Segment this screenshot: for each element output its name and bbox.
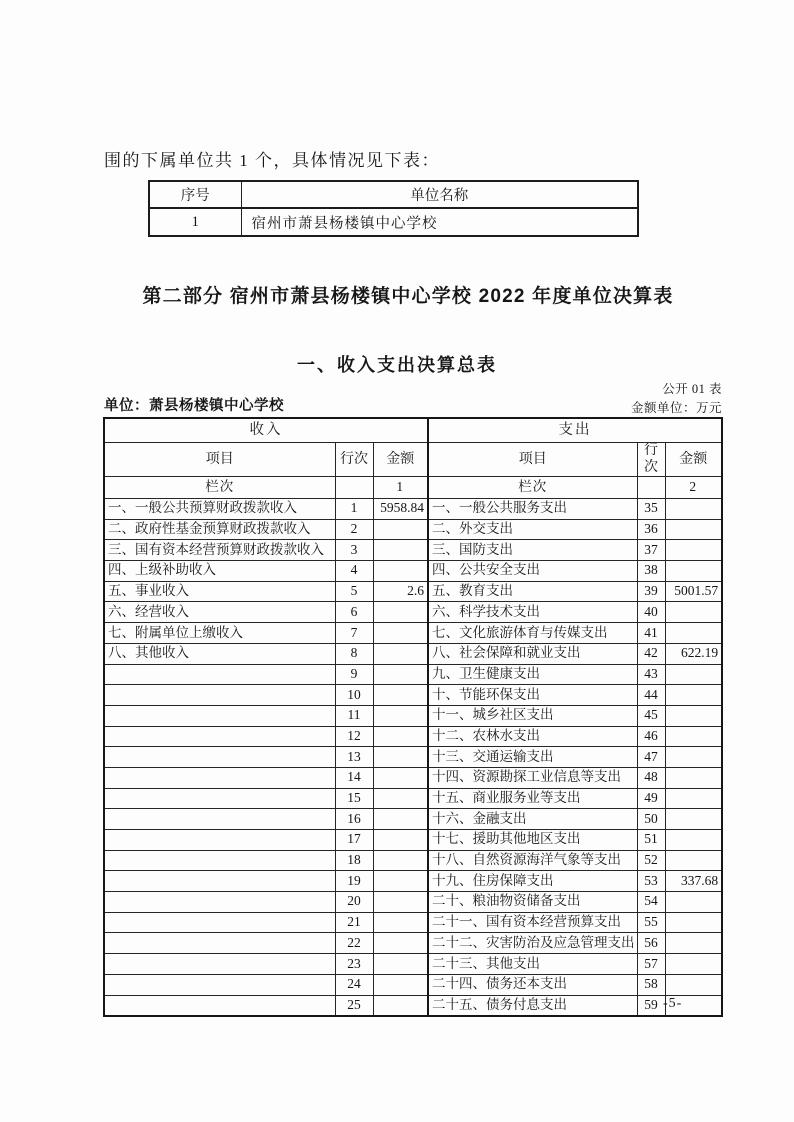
income-amount-cell: 5958.84 <box>373 499 428 520</box>
expense-amount-cell <box>665 519 722 540</box>
expense-line-cell: 35 <box>637 499 665 520</box>
expense-item-cell: 七、文化旅游体育与传媒支出 <box>428 623 637 644</box>
table-row <box>104 788 722 809</box>
expense-amount-cell <box>665 623 722 644</box>
table-row <box>104 519 722 540</box>
income-item-cell: 六、经营收入 <box>104 602 335 623</box>
income-line-cell: 12 <box>335 726 373 747</box>
expense-item-cell: 六、科学技术支出 <box>428 602 637 623</box>
income-item-cell: 五、事业收入 <box>104 581 335 602</box>
income-amount-cell <box>373 809 428 830</box>
expense-line-cell: 42 <box>637 643 665 664</box>
table-row <box>104 850 722 871</box>
sub-table-name-cell: 宿州市萧县杨楼镇中心学校 <box>241 208 638 236</box>
table-row <box>104 561 722 582</box>
income-amount-header: 金额 <box>373 443 428 477</box>
income-line-cell: 9 <box>335 664 373 685</box>
table-row <box>149 181 638 208</box>
income-amount-cell <box>373 954 428 975</box>
table-row <box>104 995 722 1016</box>
income-line-cell: 1 <box>335 499 373 520</box>
expense-amount-cell <box>665 561 722 582</box>
income-amount-cell <box>373 995 428 1016</box>
expense-item-cell: 十二、农林水支出 <box>428 726 637 747</box>
main-table-header <box>104 418 722 499</box>
income-item-cell <box>104 809 335 830</box>
expense-line-cell: 37 <box>637 540 665 561</box>
expense-amount-cell <box>665 850 722 871</box>
table-row <box>104 830 722 851</box>
expense-line-cell: 39 <box>637 581 665 602</box>
table-row <box>104 705 722 726</box>
income-amount-cell <box>373 726 428 747</box>
expense-amount-header: 金额 <box>665 443 722 477</box>
income-item-cell: 四、上级补助收入 <box>104 561 335 582</box>
income-amount-cell <box>373 643 428 664</box>
income-line-cell: 10 <box>335 685 373 706</box>
income-line-cell: 18 <box>335 850 373 871</box>
unit-label: 单位：萧县杨楼镇中心学校 <box>104 398 284 414</box>
expense-item-cell: 十六、金融支出 <box>428 809 637 830</box>
expense-item-cell: 四、公共安全支出 <box>428 561 637 582</box>
section-heading: 第二部分 宿州市萧县杨楼镇中心学校 2022 年度单位决算表 <box>142 286 674 307</box>
income-amount-cell <box>373 892 428 913</box>
expense-amount-cell <box>665 767 722 788</box>
income-item-cell <box>104 912 335 933</box>
expense-line-cell: 36 <box>637 519 665 540</box>
table-row <box>104 892 722 913</box>
expense-item-cell: 二十三、其他支出 <box>428 954 637 975</box>
expense-amount-cell <box>665 499 722 520</box>
income-line-cell: 20 <box>335 892 373 913</box>
expense-line-cell: 47 <box>637 747 665 768</box>
expense-item-cell: 二十、粮油物资储备支出 <box>428 892 637 913</box>
expense-line-cell: 46 <box>637 726 665 747</box>
table-row <box>104 747 722 768</box>
income-amount-cell <box>373 788 428 809</box>
expense-item-cell: 二、外交支出 <box>428 519 637 540</box>
expense-line-cell: 51 <box>637 830 665 851</box>
income-lanci-line-cell <box>335 477 373 499</box>
expense-amount-cell <box>665 726 722 747</box>
expense-lanci-label: 栏次 <box>428 477 637 499</box>
table-row <box>104 726 722 747</box>
table-row <box>104 871 722 892</box>
income-line-cell: 7 <box>335 623 373 644</box>
expense-line-cell: 52 <box>637 850 665 871</box>
expense-item-cell: 十八、自然资源海洋气象等支出 <box>428 850 637 871</box>
income-amount-cell: 2.6 <box>373 581 428 602</box>
income-item-cell <box>104 892 335 913</box>
expense-amount-cell <box>665 705 722 726</box>
expense-line-cell: 41 <box>637 623 665 644</box>
income-line-cell: 17 <box>335 830 373 851</box>
expense-amount-cell: 5001.57 <box>665 581 722 602</box>
income-amount-cell <box>373 933 428 954</box>
main-table-body <box>104 499 722 1017</box>
income-item-cell <box>104 995 335 1016</box>
expense-item-cell: 十三、交通运输支出 <box>428 747 637 768</box>
form-code-label: 公开 01 表 <box>662 382 722 396</box>
income-line-cell: 15 <box>335 788 373 809</box>
expense-item-cell: 十五、商业服务业等支出 <box>428 788 637 809</box>
expense-item-cell: 二十一、国有资本经营预算支出 <box>428 912 637 933</box>
expense-item-cell: 一、一般公共服务支出 <box>428 499 637 520</box>
income-col-index: 1 <box>373 477 428 499</box>
expense-line-cell: 58 <box>637 974 665 995</box>
income-item-cell <box>104 664 335 685</box>
income-line-cell: 25 <box>335 995 373 1016</box>
income-item-cell <box>104 850 335 871</box>
expense-amount-cell <box>665 954 722 975</box>
income-item-cell: 七、附属单位上缴收入 <box>104 623 335 644</box>
expense-amount-cell <box>665 974 722 995</box>
expense-line-cell: 38 <box>637 561 665 582</box>
table-row <box>104 443 722 477</box>
income-amount-cell <box>373 850 428 871</box>
expense-col-index: 2 <box>665 477 722 499</box>
income-expense-table <box>103 417 723 1017</box>
income-item-cell: 一、一般公共预算财政拨款收入 <box>104 499 335 520</box>
sub-table-index-cell: 1 <box>149 208 241 236</box>
expense-line-cell: 45 <box>637 705 665 726</box>
table-row <box>104 933 722 954</box>
income-item-cell <box>104 747 335 768</box>
expense-item-cell: 三、国防支出 <box>428 540 637 561</box>
income-amount-cell <box>373 602 428 623</box>
expense-amount-cell <box>665 892 722 913</box>
table-row <box>149 208 638 236</box>
table-row <box>104 974 722 995</box>
expense-line-cell: 50 <box>637 809 665 830</box>
income-item-cell <box>104 685 335 706</box>
expense-line-cell: 56 <box>637 933 665 954</box>
sub-table-header-index: 序号 <box>149 181 241 208</box>
income-item-cell <box>104 830 335 851</box>
income-amount-cell <box>373 540 428 561</box>
income-line-cell: 22 <box>335 933 373 954</box>
table-title: 一、收入支出决算总表 <box>297 355 497 375</box>
intro-text: 围的下属单位共 1 个，具体情况见下表： <box>104 151 440 170</box>
income-line-cell: 5 <box>335 581 373 602</box>
page-number: -5- <box>663 996 683 1011</box>
table-row <box>104 418 722 443</box>
income-amount-cell <box>373 747 428 768</box>
expense-item-cell: 十四、资源勘探工业信息等支出 <box>428 767 637 788</box>
expense-amount-cell: 622.19 <box>665 643 722 664</box>
table-row <box>104 664 722 685</box>
income-item-cell <box>104 933 335 954</box>
expense-amount-cell <box>665 912 722 933</box>
expense-item-cell: 五、教育支出 <box>428 581 637 602</box>
income-line-cell: 4 <box>335 561 373 582</box>
income-item-cell: 二、政府性基金预算财政拨款收入 <box>104 519 335 540</box>
expense-line-cell: 53 <box>637 871 665 892</box>
table-row <box>104 499 722 520</box>
amount-unit-label: 金额单位：万元 <box>630 401 722 415</box>
income-amount-cell <box>373 974 428 995</box>
sub-table-header-name: 单位名称 <box>241 181 638 208</box>
income-amount-cell <box>373 561 428 582</box>
expense-amount-cell <box>665 933 722 954</box>
income-item-cell: 三、国有资本经营预算财政拨款收入 <box>104 540 335 561</box>
income-line-cell: 14 <box>335 767 373 788</box>
expense-line-cell: 40 <box>637 602 665 623</box>
income-amount-cell <box>373 767 428 788</box>
expense-item-header: 项目 <box>428 443 637 477</box>
income-line-cell: 21 <box>335 912 373 933</box>
expense-amount-cell <box>665 685 722 706</box>
income-line-cell: 2 <box>335 519 373 540</box>
income-item-header: 项目 <box>104 443 335 477</box>
income-section-header: 收入 <box>104 418 428 443</box>
expense-item-cell: 八、社会保障和就业支出 <box>428 643 637 664</box>
table-row <box>104 581 722 602</box>
expense-amount-cell <box>665 788 722 809</box>
table-row <box>104 477 722 499</box>
expense-amount-cell <box>665 809 722 830</box>
income-amount-cell <box>373 871 428 892</box>
income-item-cell <box>104 788 335 809</box>
income-line-cell: 23 <box>335 954 373 975</box>
income-line-header: 行次 <box>335 443 373 477</box>
expense-item-cell: 二十五、债务付息支出 <box>428 995 637 1016</box>
income-item-cell <box>104 767 335 788</box>
expense-amount-cell <box>665 830 722 851</box>
expense-amount-cell <box>665 664 722 685</box>
income-line-cell: 11 <box>335 705 373 726</box>
expense-line-cell: 54 <box>637 892 665 913</box>
expense-line-cell: 59 <box>637 995 665 1016</box>
income-amount-cell <box>373 519 428 540</box>
income-amount-cell <box>373 623 428 644</box>
income-lanci-label: 栏次 <box>104 477 335 499</box>
income-line-cell: 24 <box>335 974 373 995</box>
expense-item-cell: 九、卫生健康支出 <box>428 664 637 685</box>
income-amount-cell <box>373 830 428 851</box>
expense-line-cell: 57 <box>637 954 665 975</box>
expense-item-cell: 十七、援助其他地区支出 <box>428 830 637 851</box>
expense-amount-cell <box>665 747 722 768</box>
income-amount-cell <box>373 912 428 933</box>
expense-item-cell: 二十二、灾害防治及应急管理支出 <box>428 933 637 954</box>
table-row <box>104 809 722 830</box>
table-row <box>104 540 722 561</box>
expense-line-cell: 48 <box>637 767 665 788</box>
income-line-cell: 8 <box>335 643 373 664</box>
income-amount-cell <box>373 685 428 706</box>
income-item-cell <box>104 954 335 975</box>
expense-item-cell: 二十四、债务还本支出 <box>428 974 637 995</box>
income-amount-cell <box>373 705 428 726</box>
table-row <box>104 643 722 664</box>
expense-section-header: 支出 <box>428 418 722 443</box>
table-row <box>104 912 722 933</box>
expense-item-cell: 十、节能环保支出 <box>428 685 637 706</box>
table-row <box>104 602 722 623</box>
expense-line-cell: 55 <box>637 912 665 933</box>
income-item-cell: 八、其他收入 <box>104 643 335 664</box>
income-line-cell: 3 <box>335 540 373 561</box>
table-row <box>104 954 722 975</box>
income-line-cell: 16 <box>335 809 373 830</box>
income-line-cell: 6 <box>335 602 373 623</box>
expense-amount-cell <box>665 540 722 561</box>
income-amount-cell <box>373 664 428 685</box>
subordinate-units-table <box>148 180 639 237</box>
income-item-cell <box>104 726 335 747</box>
expense-line-cell: 43 <box>637 664 665 685</box>
table-row <box>104 685 722 706</box>
expense-line-cell: 49 <box>637 788 665 809</box>
expense-lanci-line-cell <box>637 477 665 499</box>
expense-amount-cell: 337.68 <box>665 871 722 892</box>
expense-item-cell: 十九、住房保障支出 <box>428 871 637 892</box>
income-item-cell <box>104 871 335 892</box>
table-row <box>104 623 722 644</box>
expense-line-cell: 44 <box>637 685 665 706</box>
expense-amount-cell <box>665 602 722 623</box>
expense-item-cell: 十一、城乡社区支出 <box>428 705 637 726</box>
income-item-cell <box>104 974 335 995</box>
expense-line-header: 行次 <box>637 443 665 477</box>
income-line-cell: 19 <box>335 871 373 892</box>
table-row <box>104 767 722 788</box>
income-item-cell <box>104 705 335 726</box>
income-line-cell: 13 <box>335 747 373 768</box>
